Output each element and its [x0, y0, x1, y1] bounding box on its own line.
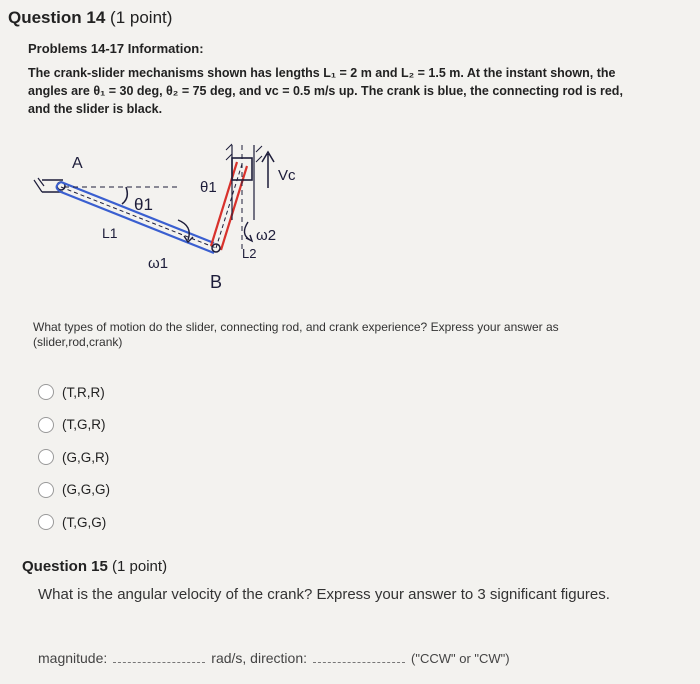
- magnitude-input[interactable]: [113, 648, 205, 663]
- label-l2: L2: [242, 246, 257, 261]
- pivot-a: [34, 178, 65, 192]
- option-5[interactable]: [38, 506, 110, 539]
- label-theta1-top: θ1: [200, 179, 217, 196]
- label-omega1: ω1: [148, 255, 169, 272]
- question-15-title: [22, 558, 167, 575]
- answer-options: [38, 376, 110, 539]
- question-15-text: What is the angular velocity of the crank? Express your answer to 3 significant figures.: [38, 586, 610, 603]
- label-l1: L1: [102, 225, 118, 241]
- label-vc: Vc: [278, 167, 296, 184]
- question-points: (1 point): [110, 8, 173, 27]
- radio-button[interactable]: [38, 384, 54, 400]
- radio-button[interactable]: [38, 514, 54, 530]
- option-label: (T,R,R): [62, 384, 105, 400]
- omega2-arrow: [244, 222, 252, 241]
- theta1-arc: [122, 187, 127, 204]
- info-heading: Problems 14-17 Information:: [28, 41, 204, 56]
- option-label: (T,G,G): [62, 514, 107, 530]
- vc-arrow: [262, 152, 274, 188]
- crank-link: [57, 182, 217, 253]
- magnitude-label: magnitude:: [38, 650, 108, 666]
- label-theta1: θ1: [134, 195, 153, 214]
- option-1[interactable]: [38, 376, 110, 409]
- question-number: Question 14: [8, 8, 106, 27]
- option-2[interactable]: [38, 409, 110, 442]
- option-3[interactable]: [38, 441, 110, 474]
- radio-button[interactable]: [38, 417, 54, 433]
- direction-hint: ("CCW" or "CW"): [411, 651, 510, 666]
- option-4[interactable]: [38, 474, 110, 507]
- direction-input[interactable]: [313, 648, 405, 663]
- label-omega2: ω2: [256, 227, 277, 244]
- radio-button[interactable]: [38, 449, 54, 465]
- label-b: B: [210, 272, 223, 292]
- option-label: (T,G,R): [62, 417, 106, 433]
- question-14-text: What types of motion do the slider, connecting rod, and crank experience? Express your answer as (slider,rod,crank): [33, 320, 559, 349]
- question-14-title: [8, 8, 172, 28]
- unit-label: rad/s, direction:: [211, 650, 307, 666]
- radio-button[interactable]: [38, 482, 54, 498]
- question-number: Question 15: [22, 558, 108, 575]
- info-text: The crank-slider mechanisms shown has lengths L₁ = 2 m and L₂ = 1.5 m. At the instant shown, the angles are θ₁ = 30 deg, θ₂ = 75 deg, and vᴄ = 0.5 m/s up. The crank is blue, the connecting rod is red, and the slider is black.: [28, 66, 623, 116]
- option-label: (G,G,R): [62, 449, 110, 465]
- option-label: (G,G,G): [62, 482, 110, 498]
- mechanism-figure: [28, 140, 328, 300]
- answer-row: [38, 648, 688, 666]
- question-points: (1 point): [112, 558, 168, 575]
- label-a: A: [72, 155, 83, 172]
